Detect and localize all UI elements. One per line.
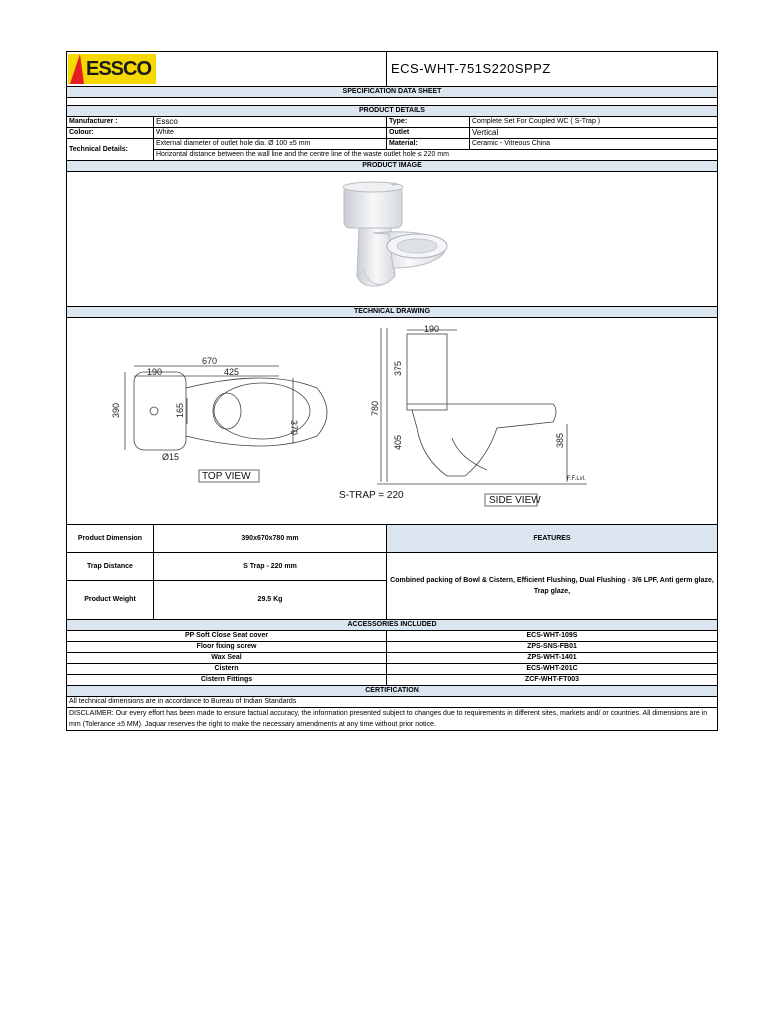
side-dim-405: 405 [393, 434, 403, 450]
dimension-label: Product Dimension [67, 525, 154, 553]
colour-value: White [154, 128, 387, 139]
strap-dim: S-TRAP = 220 [339, 490, 404, 501]
technical-detail-2: Horizontal distance between the wall line and the centre line of the waste outlet hole ≤ 220 mm [154, 150, 718, 161]
trap-value: S Trap - 220 mm [154, 553, 387, 581]
side-dim-190: 190 [424, 324, 440, 334]
top-dim-670: 670 [202, 356, 218, 366]
product-image-cell [67, 172, 718, 307]
sheet-title: SPECIFICATION DATA SHEET [67, 87, 718, 98]
type-value: Complete Set For Coupled WC ( S-Trap ) [470, 117, 718, 128]
accessory-code: ZPS-SNS-FB01 [387, 642, 718, 653]
accessory-code: ZPS-WHT-1401 [387, 653, 718, 664]
accessory-code: ZCF-WHT-FT003 [387, 675, 718, 686]
technical-drawing [67, 318, 713, 522]
accessory-code: ECS-WHT-109S [387, 631, 718, 642]
trap-label: Trap Distance [67, 553, 154, 581]
side-view-label: SIDE VIEW [489, 495, 541, 506]
top-dim-425: 425 [224, 367, 240, 377]
material-label: Material: [387, 139, 470, 150]
side-ffl: F.F.Lvl. [567, 476, 586, 482]
accessory-code: ECS-WHT-201C [387, 664, 718, 675]
section-product-details: PRODUCT DETAILS [67, 106, 718, 117]
dimension-value: 390x670x780 mm [154, 525, 387, 553]
manufacturer-value: Essco [154, 117, 387, 128]
side-view-drawing [377, 328, 587, 506]
weight-label: Product Weight [67, 581, 154, 620]
technical-detail-1: External diameter of outlet hole dia. Ø 100 ±5 mm [154, 139, 387, 150]
technical-label: Technical Details: [67, 139, 154, 161]
logo-accent-icon [70, 54, 84, 84]
spec-table [66, 51, 718, 731]
material-value: Ceramic - Vitreous China [470, 139, 718, 150]
brand-name: ESSCO [86, 58, 152, 80]
disclaimer-text: DISCLAIMER: Our every effort has been made to ensure factual accuracy, the information presented subject to changes due to requirements in different sites, markets and/ or countries. All dimensions are in mm (Tolerance ±5 MM). Jaquar reserves the right to make the necessary amendments at any time without prior notice. [67, 708, 718, 731]
outlet-value: Vertical [470, 128, 718, 139]
blank-row [67, 98, 718, 106]
weight-value: 29.5 Kg [154, 581, 387, 620]
section-product-image: PRODUCT IMAGE [67, 161, 718, 172]
side-dim-385: 385 [555, 432, 565, 448]
spec-sheet [66, 51, 717, 731]
section-technical-drawing: TECHNICAL DRAWING [67, 307, 718, 318]
product-code: ECS-WHT-751S220SPPZ [387, 52, 718, 87]
accessory-name: Cistern [67, 664, 387, 675]
technical-drawing-cell [67, 318, 718, 525]
brand-logo [68, 54, 156, 84]
side-dim-780: 780 [370, 400, 380, 416]
section-accessories: ACCESSORIES INCLUDED [67, 620, 718, 631]
top-dim-370: 370 [289, 420, 299, 436]
section-certification: CERTIFICATION [67, 686, 718, 697]
colour-label: Colour: [67, 128, 154, 139]
features-header: FEATURES [387, 525, 718, 553]
top-view-label: TOP VIEW [202, 471, 251, 482]
top-dim-d15: Ø15 [162, 452, 180, 462]
toilet-product-image [327, 178, 457, 298]
accessory-name: PP Soft Close Seat cover [67, 631, 387, 642]
top-dim-190: 190 [147, 367, 163, 377]
accessory-name: Floor fixing screw [67, 642, 387, 653]
top-dim-390: 390 [111, 402, 121, 418]
type-label: Type: [387, 117, 470, 128]
top-dim-165: 165 [175, 402, 185, 418]
accessory-name: Cistern Fittings [67, 675, 387, 686]
features-text: Combined packing of Bowl & Cistern, Efficient Flushing, Dual Flushing - 3/6 LPF, Anti germ glaze, Trap glaze, [387, 553, 718, 620]
side-dim-375: 375 [393, 360, 403, 376]
logo-cell [67, 52, 387, 87]
manufacturer-label: Manufacturer : [67, 117, 154, 128]
accessory-name: Wax Seal [67, 653, 387, 664]
outlet-label: Outlet [387, 128, 470, 139]
certification-statement: All technical dimensions are in accordance to Bureau of Indian Standards [67, 697, 718, 708]
